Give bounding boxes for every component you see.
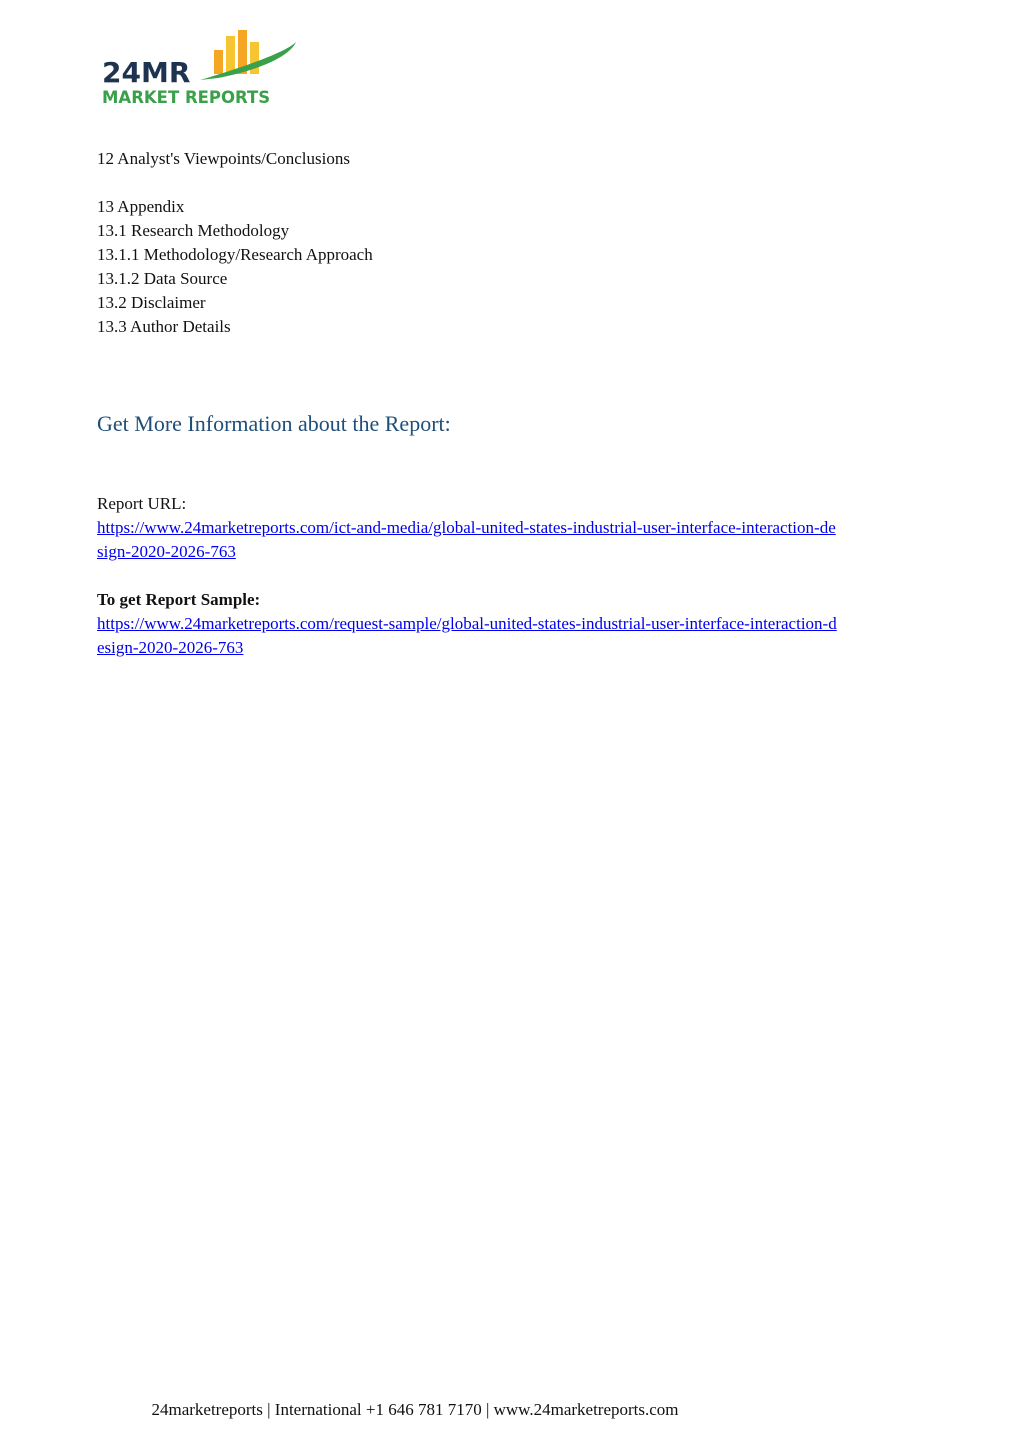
table-of-contents — [97, 147, 373, 339]
toc-item-13-1-1: 13.1.1 Methodology/Research Approach — [97, 245, 373, 264]
sample-url-line-2: esign-2020-2026-763 — [97, 638, 244, 657]
toc-item-12: 12 Analyst's Viewpoints/Conclusions — [97, 149, 350, 168]
report-url-line-2: sign-2020-2026-763 — [97, 542, 236, 561]
report-info — [97, 492, 927, 660]
logo-bar-1 — [214, 50, 223, 74]
toc-item-13-3: 13.3 Author Details — [97, 317, 231, 336]
page-footer: 24marketreports | International +1 646 781 7170 | www.24marketreports.com — [151, 1400, 679, 1419]
report-url-line-1: https://www.24marketreports.com/ict-and-media/global-united-states-industrial-user-interface-interaction-de — [97, 518, 836, 537]
logo-sub-text: MARKET REPORTS — [102, 88, 271, 107]
toc-item-13-1-2: 13.1.2 Data Source — [97, 269, 228, 288]
logo-mark-text: 24MR — [102, 56, 191, 89]
logo-bar-2 — [226, 36, 235, 74]
sample-label: To get Report Sample: — [97, 590, 261, 609]
toc-item-13-2: 13.2 Disclaimer — [97, 293, 206, 312]
toc-item-13: 13 Appendix — [97, 197, 185, 216]
sample-url-link[interactable] — [97, 612, 927, 660]
section-heading: Get More Information about the Report: — [97, 411, 451, 436]
sample-url-line-1: https://www.24marketreports.com/request-sample/global-united-states-industrial-user-interface-interaction-d — [97, 614, 837, 633]
report-url-link[interactable] — [97, 516, 927, 564]
company-logo — [100, 28, 305, 108]
report-url-label: Report URL: — [97, 494, 187, 513]
toc-item-13-1: 13.1 Research Methodology — [97, 221, 290, 240]
